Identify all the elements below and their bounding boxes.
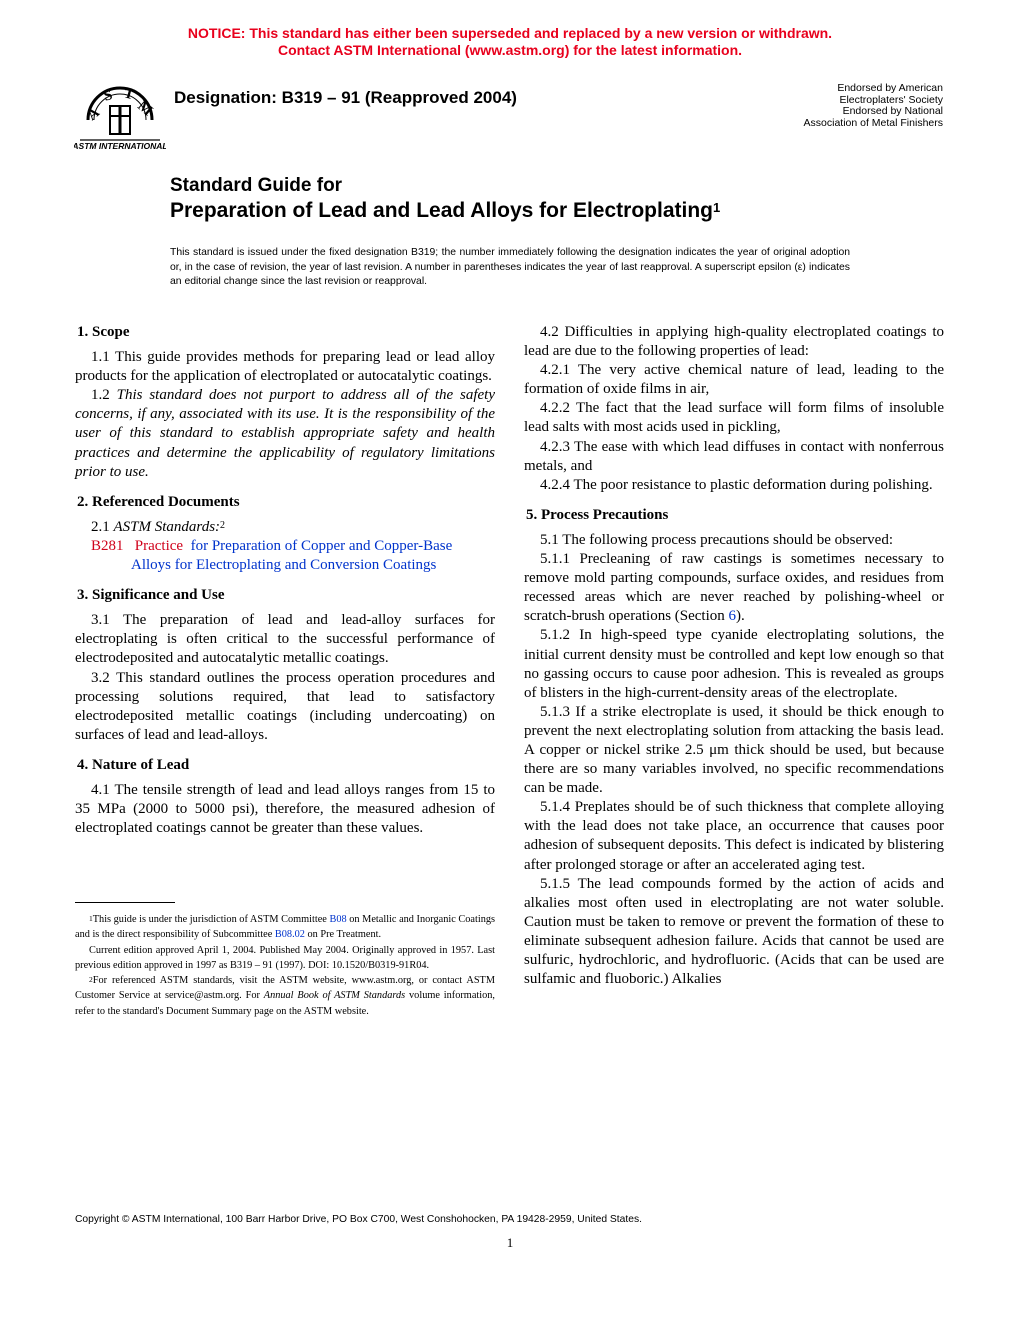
title-main: Preparation of Lead and Lead Alloys for Electroplating [170,199,713,222]
footnote-text: This guide is under the jurisdiction of ASTM Committee [92,914,327,925]
subcommittee-b08-02-link[interactable]: B08.02 [274,929,305,941]
footnote-2 [75,973,495,1019]
copyright-line: Copyright © ASTM International, 100 Barr Harbor Drive, PO Box C700, West Conshohocken, PA 19428-2959, United States. [75,1214,642,1225]
paragraph-3-1: 3.1 The preparation of lead and lead-alloy surfaces for electroplating is often critical to the successful performance of electrodeposited and autocatalytic metallic coatings. [75,612,495,667]
left-column [75,323,495,838]
paragraph-text: 5.1.1 Precleaning of raw castings is sometimes necessary to remove mold parting compounds, surface oxides, and residues from recessed areas which are never reached by polishing-wheel or scratch-brush operations (Section [524,551,944,625]
footnote-marker: 2 [89,975,93,985]
paragraph-5-1-2: 5.1.2 In high-speed type cyanide electroplating solutions, the initial current density must be controlled and kept low enough so that no gassing occurs to cause poor adhesion. This is revealed as groups of blisters in the high-current-density areas of the electroplate. [524,627,944,701]
paragraph-4-2-2: 4.2.2 The fact that the lead surface will form films of insoluble lead salts with most acids used in pickling, [524,400,944,436]
title-line-2 [170,198,930,224]
paragraph-end: ). [736,608,745,625]
paragraph-2-1 [75,518,495,537]
astm-standards-label: ASTM Standards: [113,518,221,535]
paragraph-number: 2.1 [91,518,110,535]
footnote-divider [75,902,175,903]
section-heading-scope: 1. Scope [77,324,130,340]
paragraph-5-1-3: 5.1.3 If a strike electroplate is used, it should be thick enough to prevent the next electroplating solution from attacking the basis lead. A copper or nickel strike 2.5 μm thick should be used, but because there are so many variables involved, no specific recommendations can be made. [524,703,944,797]
astm-logo-mark [74,74,166,156]
footnote-1 [75,912,495,943]
paragraph-1-1: 1.1 This guide provides methods for preparing lead or lead alloy products for the application of electroplated or autocatalytic coatings. [75,349,495,385]
reference-type[interactable]: Practice [134,537,184,554]
endorsed-line: Endorsed by American [837,82,943,94]
paragraph-1-2 [75,386,495,481]
footnote-text: on Pre Treatment. [307,929,382,941]
section-heading-significance: 3. Significance and Use [77,587,225,604]
paragraph-4-2-4: 4.2.4 The poor resistance to plastic deformation during polishing. [540,476,933,493]
svg-text:M: M [134,98,156,120]
withdrawn-notice [0,25,1020,59]
paragraph-number: 1.2 [91,387,110,404]
footnote-text: on Metallic and Inorganic Coatings and is the direct responsibility of Subcommittee [75,914,496,941]
paragraph-4-1: 4.1 The tensile strength of lead and lead alloys ranges from 15 to 35 MPa (2000 to 5000 psi), therefore, the measured adhesion of electroplated coatings cannot be greater than these values. [75,781,495,837]
paragraph-5-1-1 [524,550,944,626]
reference-title[interactable]: for Preparation of Copper and Copper-Base Alloys for Electroplating and Conversion Coatings [131,537,453,574]
endorsement-block [723,83,943,129]
right-column [524,323,944,989]
safety-caveat: This standard does not purport to address all of the safety concerns, if any, associated with its use. It is the responsibility of the user of this standard to establish appropriate safety and health practices and determine the applicability of regulatory limitations prior to use. [75,387,496,480]
svg-text:A: A [84,104,103,124]
footnote-text: For referenced ASTM standards, visit the ASTM website, www.astm.org, or contact ASTM Customer Service at service@astm.org. For [75,975,495,1002]
astm-logo [74,74,166,156]
paragraph-4-2-1: 4.2.1 The very active chemical nature of lead, leading to the formation of oxide films in air, [524,362,944,398]
reference-code[interactable]: B281 [91,537,124,554]
endorsed-line: Association of Metal Finishers [803,116,943,129]
paragraph-5-1: 5.1 The following process precautions should be observed: [540,531,893,548]
document-title [170,174,930,224]
title-line-1: Standard Guide for [170,175,343,196]
section-heading-process-precautions: 5. Process Precautions [526,506,669,523]
footnote-1-edition: Current edition approved April 1, 2004. Published May 2004. Originally approved in 1957. Last previous edition approved in 1997 as B319 – 91 (1997). DOI: 10.1520/B0319-91R04. [75,944,495,971]
paragraph-4-2: 4.2 Difficulties in applying high-quality electroplated coatings to lead are due to the following properties of lead: [524,324,944,360]
section-6-link[interactable]: 6 [728,608,737,625]
section-heading-nature-of-lead: 4. Nature of Lead [77,756,190,773]
issuance-statement: This standard is issued under the fixed designation B319; the number immediately following the designation indicates the year of original adoption or, in the case of revision, the year of last revision. A number in parentheses indicates the year of last reapproval. A superscript epsilon (ε) indicates an editorial change since the last revision or reapproval. [170,247,850,287]
committee-b08-link[interactable]: B08 [329,914,347,925]
paragraph-4-2-3: 4.2.3 The ease with which lead diffuses in contact with nonferrous metals, and [524,438,944,474]
section-heading-referenced-documents: 2. Referenced Documents [77,493,240,510]
title-footnote-ref[interactable]: 1 [712,200,721,215]
endorsed-line: Electroplaters' Society [839,93,943,106]
designation: Designation: B319 – 91 (Reapproved 2004) [174,88,517,107]
paragraph-5-1-4: 5.1.4 Preplates should be of such thickness that complete alloying with the lead does not take place, an occurrence that causes poor adhesion of subsequent deposits. This defect is indicated by blistering after prolonged storage or after an accelerated aging test. [524,799,944,873]
footnote-text: volume information, refer to the standard's Document Summary page on the ASTM website. [75,990,495,1017]
svg-text:T: T [122,85,136,104]
reference-b281[interactable] [75,537,495,575]
page-number: 1 [506,1235,514,1250]
svg-text:ASTM INTERNATIONAL: ASTM INTERNATIONAL [74,141,166,151]
svg-text:S: S [102,87,115,105]
endorsed-line: Endorsed by National [842,105,943,117]
notice-line-1: NOTICE: This standard has either been superseded and replaced by a new version or withdrawn. [187,25,833,41]
annual-book-title: Annual Book of ASTM Standards [263,990,406,1002]
footnote-marker: 1 [89,914,93,923]
footnotes [75,912,495,1019]
paragraph-5-1-5: 5.1.5 The lead compounds formed by the action of acids and alkalies most often used in electroplating are not water soluble. Caution must be taken to remove or prevent the formation of these to eliminate subsequent adhesion failure. Acids that cannot be used are sulfuric, hydrochloric, and hydrofluoric. (Acids that can be used are sulfamic and fluoboric.) Alkalies [524,875,944,988]
footnote-ref-2[interactable]: 2 [220,519,226,531]
paragraph-3-2: 3.2 This standard outlines the process operation procedures and processing solutions required, that lead to satisfactory electrodeposited metallic coatings (including undercoating) on surfaces of lead and lead-alloys. [75,669,495,743]
notice-line-2: Contact ASTM International (www.astm.org) for the latest information. [277,42,743,58]
